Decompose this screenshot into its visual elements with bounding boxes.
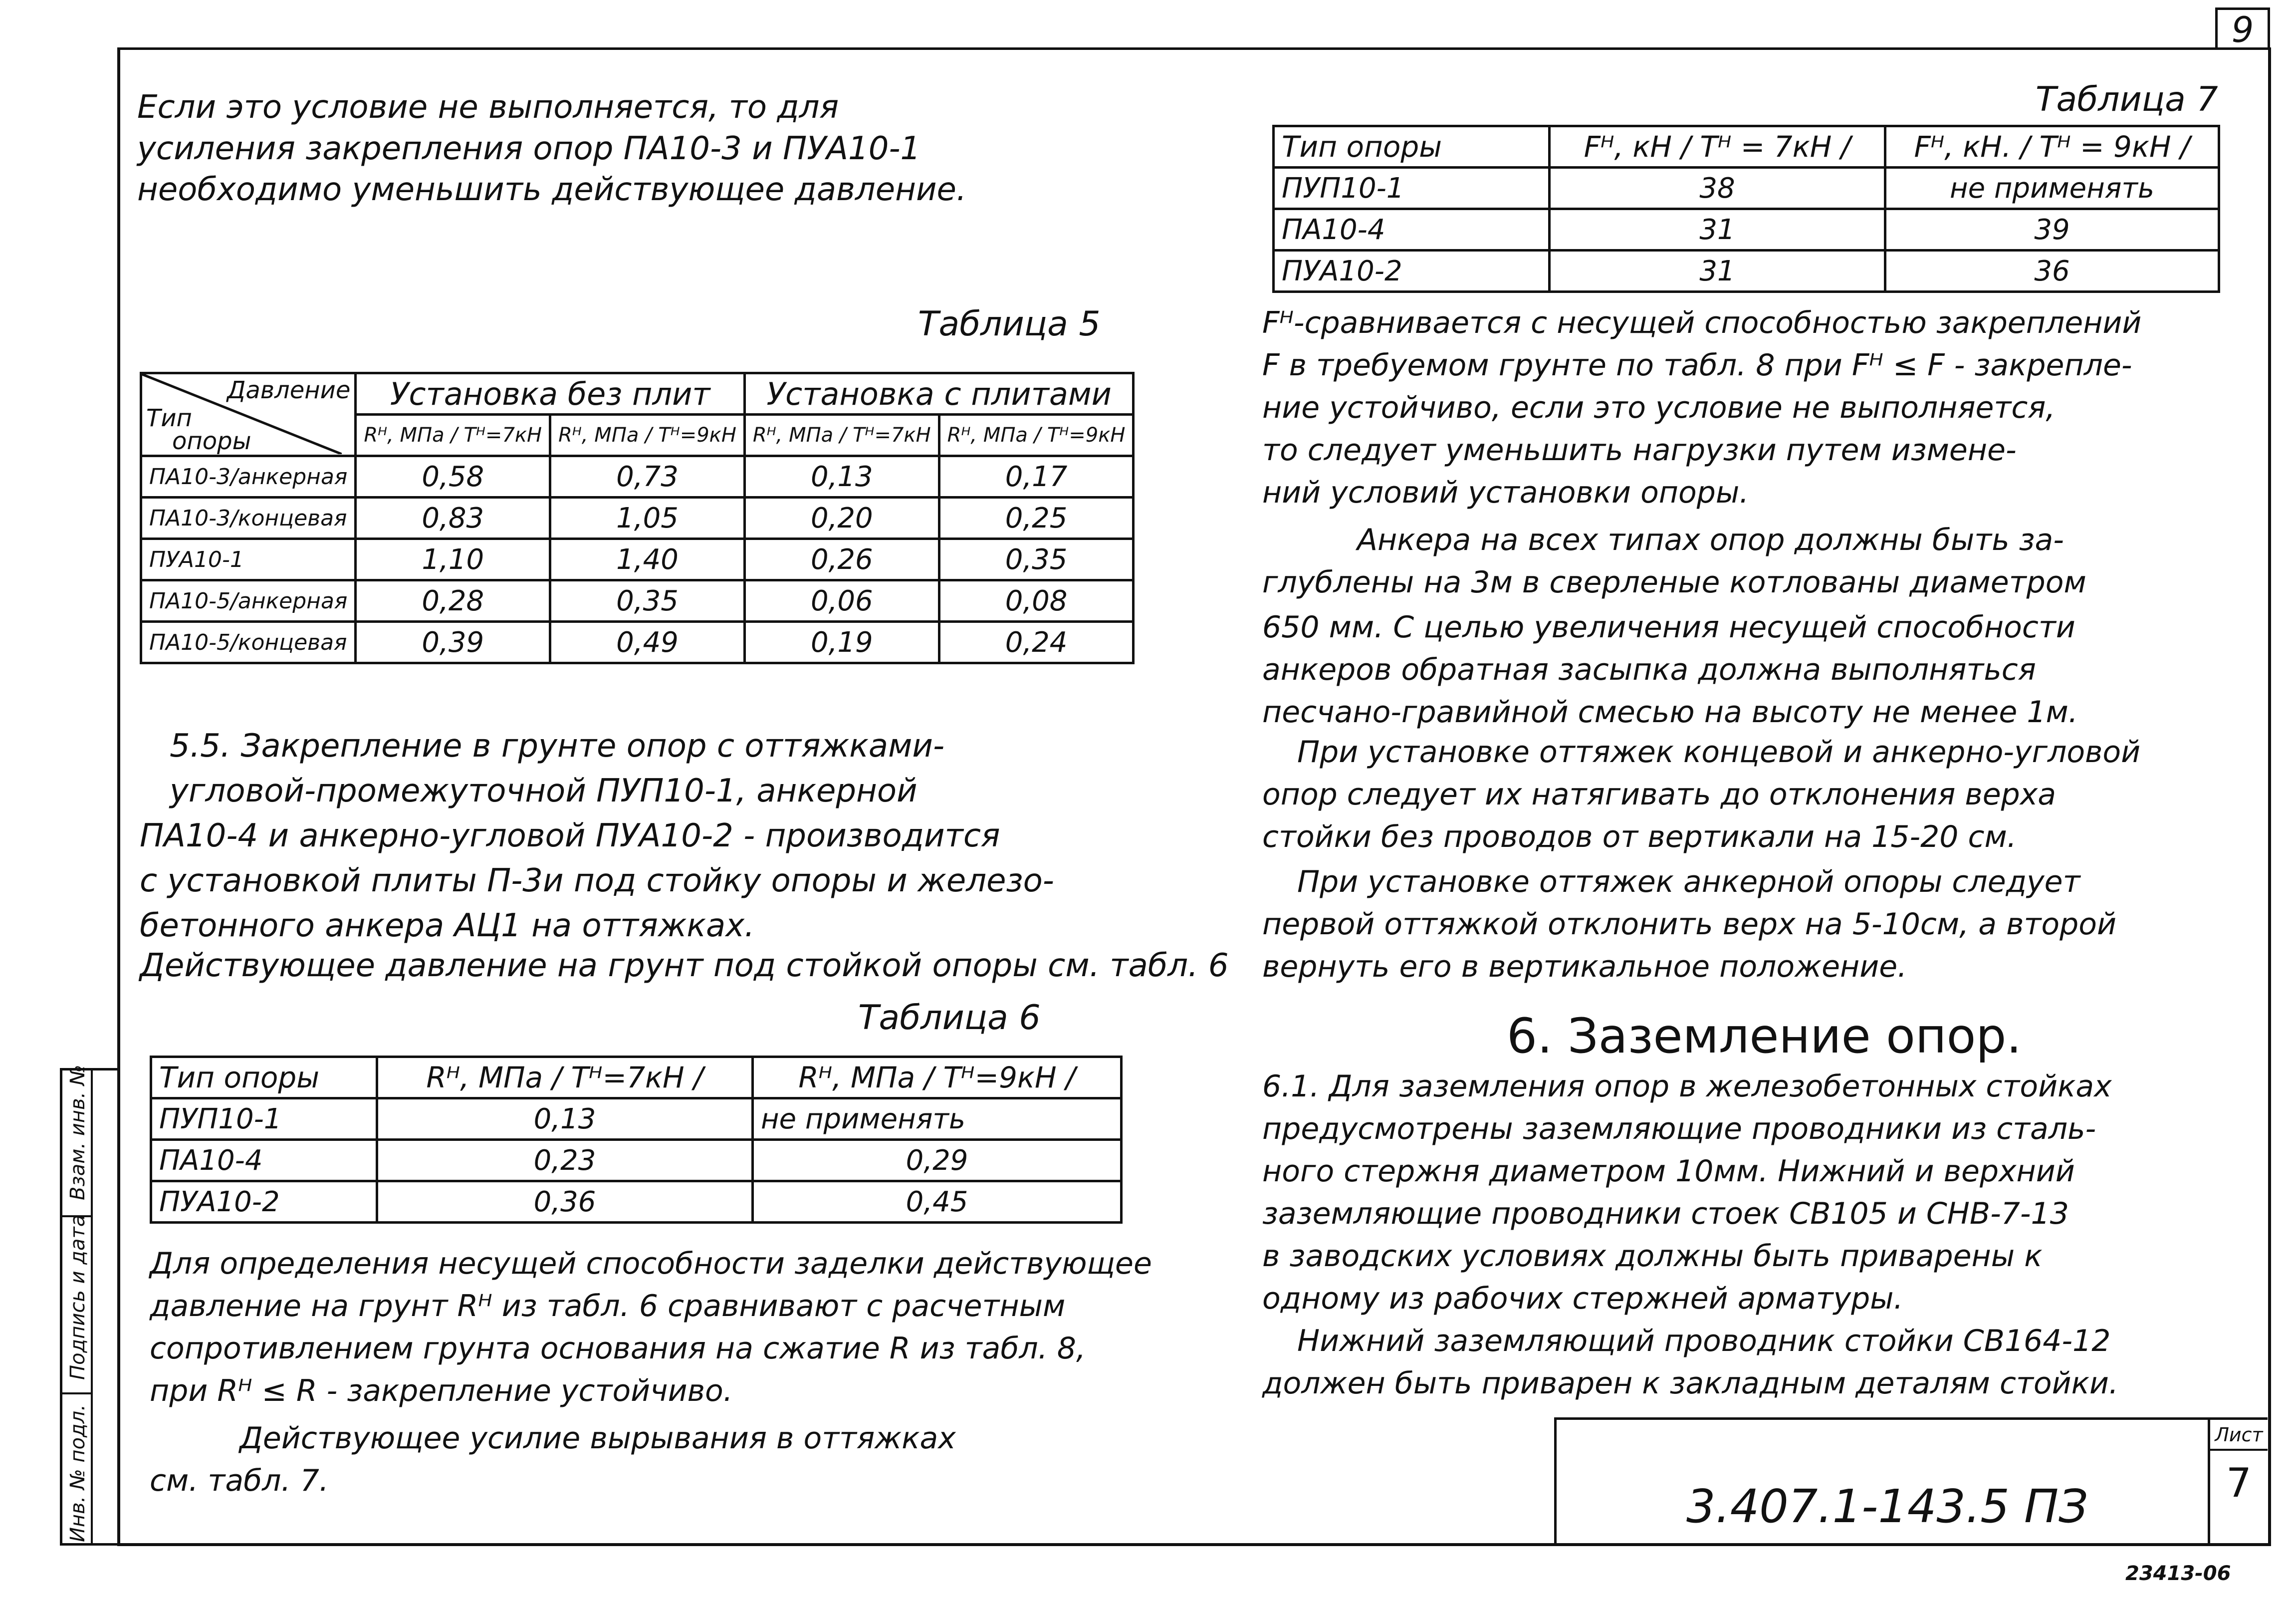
table5-type: ПА10-5/анкерная: [141, 580, 356, 622]
section6-heading: 6. Заземление опор.: [1507, 1008, 2022, 1064]
table6-type: ПА10-4: [151, 1140, 377, 1181]
sheet-box: [2208, 1420, 2268, 1543]
table5-subheader-1: Rᴴ, МПа / Tᴴ=7кН: [356, 415, 550, 456]
right-line-5: ний условий установки опоры.: [1262, 475, 1749, 510]
table6-cell: 0,45: [753, 1181, 1122, 1223]
table6-header-7kn: Rᴴ, МПа / Tᴴ=7кН /: [377, 1057, 753, 1098]
table5-cell: 1,05: [550, 498, 745, 539]
table7-header-7kn: Fᴴ, кН / Tᴴ = 7кН /: [1550, 126, 1885, 168]
table5-cell: 0,17: [939, 456, 1134, 498]
table7-cell: 38: [1550, 168, 1885, 209]
archive-number: 23413-06: [2125, 1562, 2231, 1585]
table5-cell: 0,06: [744, 580, 939, 622]
after6-line-3: сопротивлением грунта основания на сжатие R из табл. 8,: [150, 1331, 1086, 1366]
table7-caption: Таблица 7: [2036, 80, 2218, 119]
table7-cell: 36: [1885, 251, 2219, 292]
table6-cell: 0,13: [377, 1098, 753, 1140]
table7-cell: не применять: [1885, 168, 2219, 209]
table5-cell: 0,08: [939, 580, 1134, 622]
strip-inv-podl: Инв. № подл.: [66, 1404, 89, 1542]
right-line-14: При установке оттяжек анкерной опоры следует: [1297, 864, 2080, 899]
table5-subheader-3: Rᴴ, МПа / Tᴴ=7кН: [744, 415, 939, 456]
table5-cell: 0,25: [939, 498, 1134, 539]
right-line-2: F в требуемом грунте по табл. 8 при Fᴴ ≤ F - закрепле-: [1262, 348, 2132, 383]
table6-cell: 0,29: [753, 1140, 1122, 1181]
table5-group1: Установка без плит: [356, 373, 745, 415]
table6: [150, 1056, 1123, 1224]
table7-type: ПА10-4: [1274, 209, 1550, 251]
table5-cell: 0,73: [550, 456, 745, 498]
table5-cell: 0,24: [939, 622, 1134, 663]
after6-line-2: давление на грунт Rᴴ из табл. 6 сравнивают с расчетным: [150, 1289, 1066, 1324]
table-row: [151, 1140, 1122, 1181]
title-block: [1554, 1417, 2268, 1543]
table-row: [141, 580, 1134, 622]
table5-cell: 0,49: [550, 622, 745, 663]
table5-cell: 0,20: [744, 498, 939, 539]
table7-cell: 31: [1550, 209, 1885, 251]
table5-cell: 0,35: [939, 539, 1134, 580]
right-line-3: ние устойчиво, если это условие не выполняется,: [1262, 390, 2056, 425]
table7-cell: 31: [1550, 251, 1885, 292]
table5-group2: Установка с плитами: [744, 373, 1134, 415]
right-line-1: Fᴴ-сравнивается с несущей способностью закреплений: [1262, 305, 2142, 340]
table-row: [151, 1098, 1122, 1140]
table5-cell: 0,39: [356, 622, 550, 663]
table5-subheader-4: Rᴴ, МПа / Tᴴ=9кН: [939, 415, 1134, 456]
table7-type: ПУП10-1: [1274, 168, 1550, 209]
table6-type: ПУА10-2: [151, 1181, 377, 1223]
right-line-16: вернуть его в вертикальное положение.: [1262, 949, 1907, 984]
right-line-12: опор следует их натягивать до отклонения верха: [1262, 777, 2057, 812]
strip-signature-date: Подпись и дата: [66, 1214, 89, 1380]
intro-line-3: необходимо уменьшить действующее давление.: [137, 171, 967, 208]
sec6-line-6: одному из рабочих стержней арматуры.: [1262, 1281, 1903, 1316]
after6-line-5: Действующее усилие вырывания в оттяжках: [239, 1421, 956, 1456]
after6-line-6: см. табл. 7.: [150, 1463, 329, 1498]
table7-cell: 39: [1885, 209, 2219, 251]
strip-vzam-inv: Взам. инв. №: [66, 1065, 89, 1200]
table5: [140, 372, 1135, 664]
sec55-line-3: ПА10-4 и анкерно-угловой ПУА10-2 - производится: [140, 817, 1000, 854]
table5-corner-bottom-2: опоры: [172, 427, 251, 455]
table5-cell: 0,58: [356, 456, 550, 498]
table5-cell: 0,19: [744, 622, 939, 663]
sec6-line-1: 6.1. Для заземления опор в железобетонных стойках: [1262, 1069, 2112, 1104]
right-line-10: песчано-гравийной смесью на высоту не менее 1м.: [1262, 695, 2078, 730]
right-line-4: то следует уменьшить нагрузки путем измене-: [1262, 433, 2017, 468]
table6-header-9kn: Rᴴ, МПа / Tᴴ=9кН /: [753, 1057, 1122, 1098]
right-line-7: глублены на 3м в сверленые котлованы диаметром: [1262, 565, 2086, 600]
table-row: [151, 1181, 1122, 1223]
table7-type: ПУА10-2: [1274, 251, 1550, 292]
table5-type: ПА10-5/концевая: [141, 622, 356, 663]
right-line-11: При установке оттяжек концевой и анкерно-угловой: [1297, 735, 2141, 770]
table5-type: ПА10-3/концевая: [141, 498, 356, 539]
table5-type: ПУА10-1: [141, 539, 356, 580]
sec6-line-8: должен быть приварен к закладным деталям стойки.: [1262, 1366, 2118, 1401]
after6-line-1: Для определения несущей способности заделки действующее: [150, 1246, 1152, 1281]
table-row: [1274, 168, 2219, 209]
table7-header-9kn: Fᴴ, кН. / Tᴴ = 9кН /: [1885, 126, 2219, 168]
sec55-line-4: с установкой плиты П-3и под стойку опоры и железо-: [140, 862, 1054, 899]
table5-subheader-2: Rᴴ, МПа / Tᴴ=9кН: [550, 415, 745, 456]
after6-line-4: при Rᴴ ≤ R - закрепление устойчиво.: [150, 1373, 733, 1408]
table-row: [1274, 251, 2219, 292]
sec55-line-1: 5.5. Закрепление в грунте опор с оттяжками-: [170, 728, 945, 765]
document-code: 3.407.1-143.5 ПЗ: [1686, 1480, 2088, 1533]
table5-cell: 0,28: [356, 580, 550, 622]
sec6-line-7: Нижний заземляющий проводник стойки СВ164-12: [1297, 1324, 2111, 1358]
table5-corner-cell: [141, 373, 356, 456]
table5-cell: 0,13: [744, 456, 939, 498]
table5-cell: 0,83: [356, 498, 550, 539]
table5-type: ПА10-3/анкерная: [141, 456, 356, 498]
table6-type: ПУП10-1: [151, 1098, 377, 1140]
right-line-8: 650 мм. С целью увеличения несущей способности: [1262, 610, 2075, 645]
sec55-line-6: Действующее давление на грунт под стойкой опоры см. табл. 6: [140, 947, 1229, 984]
table6-cell: не применять: [753, 1098, 1122, 1140]
right-line-13: стойки без проводов от вертикали на 15-20 см.: [1262, 819, 2017, 854]
table5-cell: 0,26: [744, 539, 939, 580]
table7: [1272, 125, 2220, 293]
table6-cell: 0,36: [377, 1181, 753, 1223]
table-row: [141, 498, 1134, 539]
table5-corner-bottom-1: Тип: [146, 404, 192, 432]
intro-line-2: усиления закрепления опор ПА10-3 и ПУА10-1: [137, 130, 921, 167]
intro-line-1: Если это условие не выполняется, то для: [137, 89, 839, 126]
sec6-line-3: ного стержня диаметром 10мм. Нижний и верхний: [1262, 1154, 2075, 1189]
sec6-line-2: предусмотрены заземляющие проводники из сталь-: [1262, 1111, 2096, 1146]
table6-cell: 0,23: [377, 1140, 753, 1181]
table5-caption: Таблица 5: [918, 304, 1101, 344]
table5-cell: 0,35: [550, 580, 745, 622]
right-line-9: анкеров обратная засыпка должна выполняться: [1262, 652, 2036, 687]
table7-header-type: Тип опоры: [1274, 126, 1550, 168]
sec55-line-2: угловой-промежуточной ПУП10-1, анкерной: [170, 773, 918, 809]
table-row: [141, 456, 1134, 498]
left-title-strip: [60, 1065, 120, 1546]
table-row: [141, 539, 1134, 580]
table5-corner-top: Давление: [227, 376, 351, 404]
right-line-6: Анкера на всех типах опор должны быть за-: [1357, 523, 2064, 557]
sec6-line-4: заземляющие проводники стоек СВ105 и СНВ-7-13: [1262, 1196, 2069, 1231]
sheet-number: 7: [2226, 1460, 2252, 1506]
sheet-label: Лист: [2210, 1424, 2268, 1451]
table5-cell: 1,10: [356, 539, 550, 580]
table-row: [141, 622, 1134, 663]
sec55-line-5: бетонного анкера АЦ1 на оттяжках.: [140, 907, 755, 944]
table6-header-type: Тип опоры: [151, 1057, 377, 1098]
page-number: 9: [2215, 7, 2270, 50]
table6-caption: Таблица 6: [858, 998, 1041, 1038]
table-row: [1274, 209, 2219, 251]
right-line-15: первой оттяжкой отклонить верх на 5-10см, а второй: [1262, 907, 2116, 942]
sec6-line-5: в заводских условиях должны быть приварены к: [1262, 1239, 2043, 1274]
table5-cell: 1,40: [550, 539, 745, 580]
